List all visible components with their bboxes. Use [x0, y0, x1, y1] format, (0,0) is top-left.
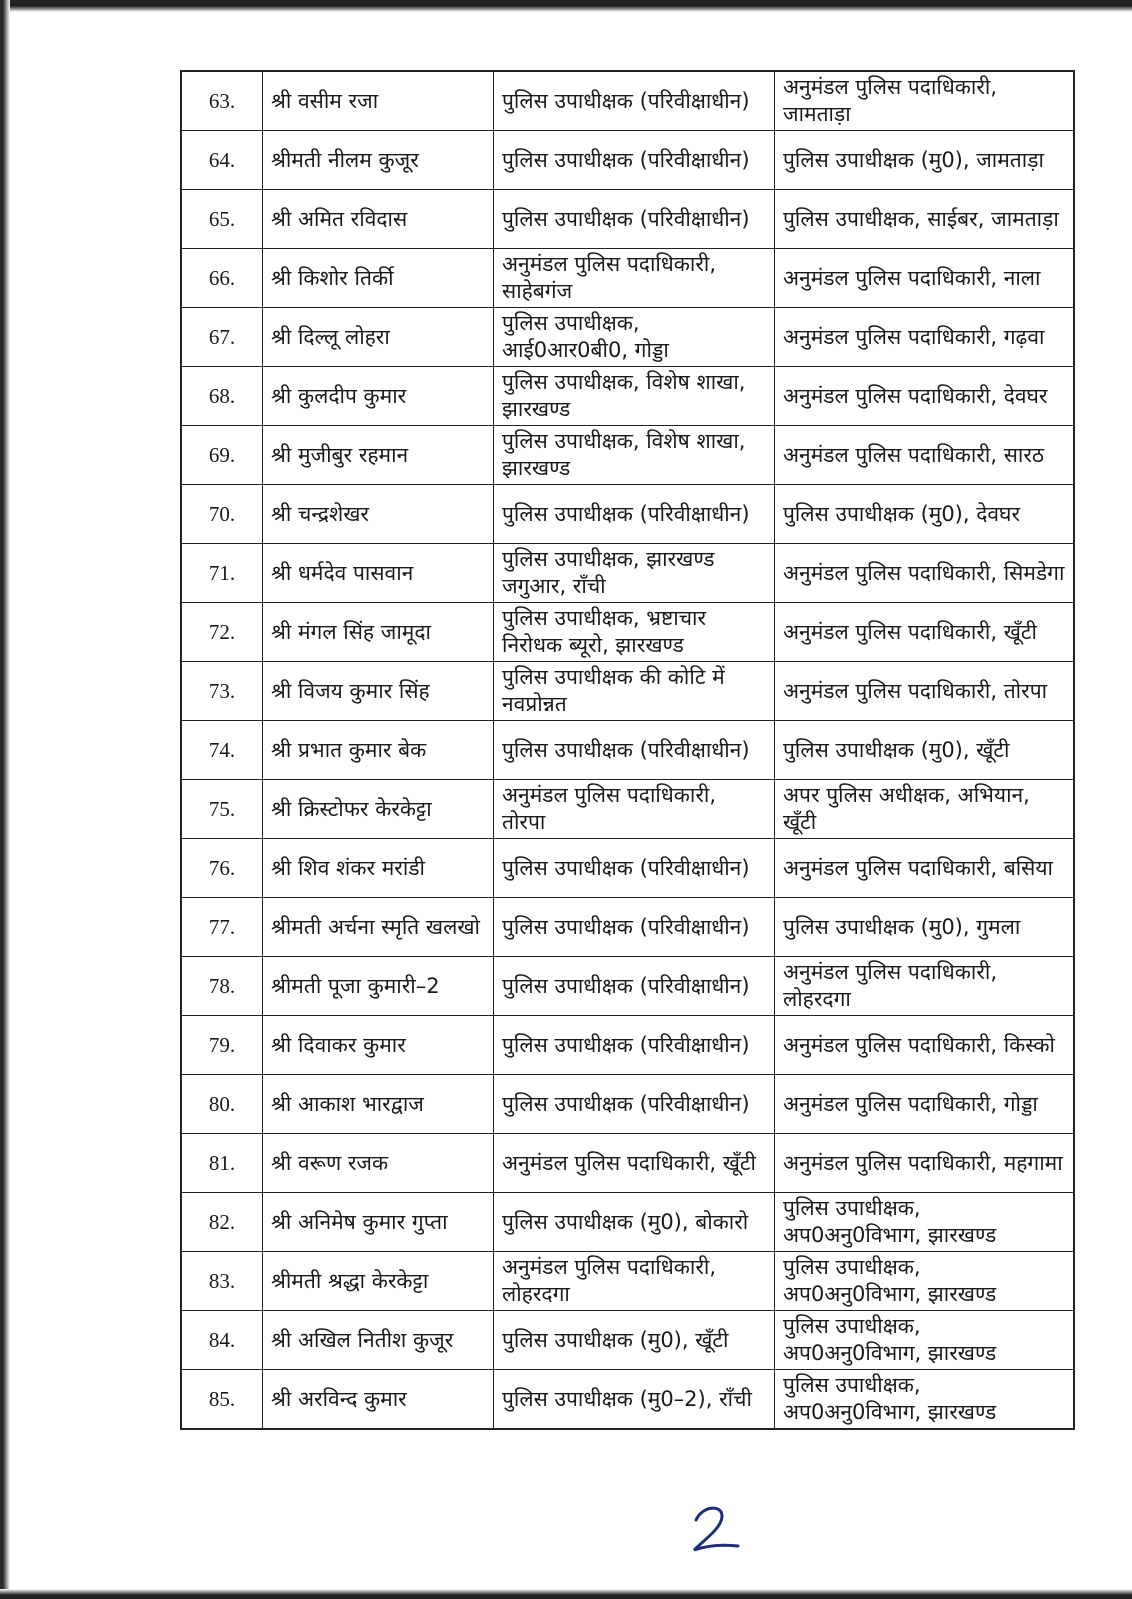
table-row [181, 603, 1074, 662]
serial-number-cell: 65. [181, 190, 263, 249]
new-posting-cell: पुलिस उपाधीक्षक, साईबर, जामताड़ा [775, 190, 1075, 249]
current-posting-cell: पुलिस उपाधीक्षक, विशेष शाखा, झारखण्ड [494, 426, 775, 485]
table-row [181, 426, 1074, 485]
serial-number-cell: 70. [181, 485, 263, 544]
new-posting-cell: अपर पुलिस अधीक्षक, अभियान, खूँटी [775, 780, 1075, 839]
new-posting-cell: अनुमंडल पुलिस पदाधिकारी, तोरपा [775, 662, 1075, 721]
officer-name-cell: श्री आकाश भारद्वाज [263, 1075, 494, 1134]
officer-name-cell: श्री क्रिस्टोफर केरकेट्टा [263, 780, 494, 839]
officer-name-cell: श्रीमती नीलम कुजूर [263, 131, 494, 190]
new-posting-cell: पुलिस उपाधीक्षक (मु0), देवघर [775, 485, 1075, 544]
serial-number-cell: 69. [181, 426, 263, 485]
table-row [181, 662, 1074, 721]
new-posting-cell: अनुमंडल पुलिस पदाधिकारी, गोड्डा [775, 1075, 1075, 1134]
officer-name-cell: श्री विजय कुमार सिंह [263, 662, 494, 721]
new-posting-cell: अनुमंडल पुलिस पदाधिकारी, जामताड़ा [775, 71, 1075, 131]
current-posting-cell: पुलिस उपाधीक्षक (परिवीक्षाधीन) [494, 1075, 775, 1134]
new-posting-cell: पुलिस उपाधीक्षक (मु0), खूँटी [775, 721, 1075, 780]
scan-bottom-edge [0, 1589, 1132, 1599]
table-row [181, 249, 1074, 308]
table-row [181, 308, 1074, 367]
new-posting-cell: अनुमंडल पुलिस पदाधिकारी, देवघर [775, 367, 1075, 426]
table-row [181, 839, 1074, 898]
table-row [181, 957, 1074, 1016]
table-row [181, 1252, 1074, 1311]
officer-name-cell: श्री अखिल नितीश कुजूर [263, 1311, 494, 1370]
new-posting-cell: अनुमंडल पुलिस पदाधिकारी, लोहरदगा [775, 957, 1075, 1016]
officer-name-cell: श्री मंगल सिंह जामूदा [263, 603, 494, 662]
officer-name-cell: श्री प्रभात कुमार बेक [263, 721, 494, 780]
current-posting-cell: पुलिस उपाधीक्षक (परिवीक्षाधीन) [494, 721, 775, 780]
serial-number-cell: 64. [181, 131, 263, 190]
current-posting-cell: अनुमंडल पुलिस पदाधिकारी, साहेबगंज [494, 249, 775, 308]
serial-number-cell: 81. [181, 1134, 263, 1193]
table-row [181, 1370, 1074, 1430]
officer-name-cell: श्री कुलदीप कुमार [263, 367, 494, 426]
officer-name-cell: श्री अमित रविदास [263, 190, 494, 249]
serial-number-cell: 73. [181, 662, 263, 721]
current-posting-cell: पुलिस उपाधीक्षक (परिवीक्षाधीन) [494, 957, 775, 1016]
new-posting-cell: अनुमंडल पुलिस पदाधिकारी, सिमडेगा [775, 544, 1075, 603]
serial-number-cell: 84. [181, 1311, 263, 1370]
current-posting-cell: अनुमंडल पुलिस पदाधिकारी, खूँटी [494, 1134, 775, 1193]
current-posting-cell: पुलिस उपाधीक्षक (परिवीक्षाधीन) [494, 839, 775, 898]
current-posting-cell: अनुमंडल पुलिस पदाधिकारी, लोहरदगा [494, 1252, 775, 1311]
scan-top-edge [0, 0, 1132, 12]
current-posting-cell: पुलिस उपाधीक्षक, आई0आर0बी0, गोड्डा [494, 308, 775, 367]
table-row [181, 1311, 1074, 1370]
current-posting-cell: पुलिस उपाधीक्षक, विशेष शाखा, झारखण्ड [494, 367, 775, 426]
new-posting-cell: पुलिस उपाधीक्षक (मु0), गुमला [775, 898, 1075, 957]
officer-name-cell: श्री अरविन्द कुमार [263, 1370, 494, 1430]
serial-number-cell: 79. [181, 1016, 263, 1075]
transfer-posting-table [180, 70, 1075, 1430]
new-posting-cell: पुलिस उपाधीक्षक, अप0अनु0विभाग, झारखण्ड [775, 1370, 1075, 1430]
serial-number-cell: 80. [181, 1075, 263, 1134]
current-posting-cell: पुलिस उपाधीक्षक (परिवीक्षाधीन) [494, 485, 775, 544]
current-posting-cell: पुलिस उपाधीक्षक (मु0), खूँटी [494, 1311, 775, 1370]
officer-name-cell: श्री धर्मदेव पासवान [263, 544, 494, 603]
serial-number-cell: 83. [181, 1252, 263, 1311]
scan-left-edge [0, 0, 10, 1599]
table-row [181, 71, 1074, 131]
new-posting-cell: अनुमंडल पुलिस पदाधिकारी, महगामा [775, 1134, 1075, 1193]
new-posting-cell: पुलिस उपाधीक्षक, अप0अनु0विभाग, झारखण्ड [775, 1252, 1075, 1311]
serial-number-cell: 78. [181, 957, 263, 1016]
table-row [181, 190, 1074, 249]
officer-name-cell: श्रीमती श्रद्धा केरकेट्टा [263, 1252, 494, 1311]
new-posting-cell: अनुमंडल पुलिस पदाधिकारी, नाला [775, 249, 1075, 308]
serial-number-cell: 76. [181, 839, 263, 898]
table-row [181, 1193, 1074, 1252]
serial-number-cell: 68. [181, 367, 263, 426]
serial-number-cell: 71. [181, 544, 263, 603]
serial-number-cell: 63. [181, 71, 263, 131]
new-posting-cell: पुलिस उपाधीक्षक, अप0अनु0विभाग, झारखण्ड [775, 1193, 1075, 1252]
current-posting-cell: पुलिस उपाधीक्षक (मु0), बोकारो [494, 1193, 775, 1252]
serial-number-cell: 75. [181, 780, 263, 839]
current-posting-cell: पुलिस उपाधीक्षक, भ्रष्टाचार निरोधक ब्यूरो, झारखण्ड [494, 603, 775, 662]
current-posting-cell: पुलिस उपाधीक्षक (परिवीक्षाधीन) [494, 131, 775, 190]
handwritten-page-number [682, 1500, 752, 1560]
current-posting-cell: पुलिस उपाधीक्षक (परिवीक्षाधीन) [494, 898, 775, 957]
current-posting-cell: अनुमंडल पुलिस पदाधिकारी, तोरपा [494, 780, 775, 839]
officer-name-cell: श्री वरूण रजक [263, 1134, 494, 1193]
table-row [181, 1016, 1074, 1075]
new-posting-cell: अनुमंडल पुलिस पदाधिकारी, गढ़वा [775, 308, 1075, 367]
current-posting-cell: पुलिस उपाधीक्षक (परिवीक्षाधीन) [494, 190, 775, 249]
table-row [181, 367, 1074, 426]
officer-name-cell: श्री वसीम रजा [263, 71, 494, 131]
new-posting-cell: अनुमंडल पुलिस पदाधिकारी, बसिया [775, 839, 1075, 898]
current-posting-cell: पुलिस उपाधीक्षक (मु0–2), राँची [494, 1370, 775, 1430]
table-row [181, 1075, 1074, 1134]
serial-number-cell: 77. [181, 898, 263, 957]
officer-name-cell: श्री मुजीबुर रहमान [263, 426, 494, 485]
new-posting-cell: पुलिस उपाधीक्षक (मु0), जामताड़ा [775, 131, 1075, 190]
table-row [181, 898, 1074, 957]
serial-number-cell: 82. [181, 1193, 263, 1252]
table-row [181, 485, 1074, 544]
officer-name-cell: श्री शिव शंकर मरांडी [263, 839, 494, 898]
new-posting-cell: अनुमंडल पुलिस पदाधिकारी, किस्को [775, 1016, 1075, 1075]
officer-name-cell: श्रीमती अर्चना स्मृति खलखो [263, 898, 494, 957]
officer-name-cell: श्री अनिमेष कुमार गुप्ता [263, 1193, 494, 1252]
table-row [181, 544, 1074, 603]
new-posting-cell: अनुमंडल पुलिस पदाधिकारी, खूँटी [775, 603, 1075, 662]
current-posting-cell: पुलिस उपाधीक्षक की कोटि में नवप्रोन्नत [494, 662, 775, 721]
serial-number-cell: 72. [181, 603, 263, 662]
table-row [181, 721, 1074, 780]
serial-number-cell: 74. [181, 721, 263, 780]
current-posting-cell: पुलिस उपाधीक्षक (परिवीक्षाधीन) [494, 71, 775, 131]
officer-name-cell: श्री दिल्लू लोहरा [263, 308, 494, 367]
officer-name-cell: श्री चन्द्रशेखर [263, 485, 494, 544]
current-posting-cell: पुलिस उपाधीक्षक, झारखण्ड जगुआर, राँची [494, 544, 775, 603]
serial-number-cell: 85. [181, 1370, 263, 1430]
new-posting-cell: पुलिस उपाधीक्षक, अप0अनु0विभाग, झारखण्ड [775, 1311, 1075, 1370]
table-row [181, 780, 1074, 839]
officer-name-cell: श्री किशोर तिर्की [263, 249, 494, 308]
table-row [181, 131, 1074, 190]
current-posting-cell: पुलिस उपाधीक्षक (परिवीक्षाधीन) [494, 1016, 775, 1075]
new-posting-cell: अनुमंडल पुलिस पदाधिकारी, सारठ [775, 426, 1075, 485]
officer-name-cell: श्री दिवाकर कुमार [263, 1016, 494, 1075]
serial-number-cell: 67. [181, 308, 263, 367]
serial-number-cell: 66. [181, 249, 263, 308]
officer-name-cell: श्रीमती पूजा कुमारी–2 [263, 957, 494, 1016]
table-body [181, 71, 1074, 1429]
table-row [181, 1134, 1074, 1193]
